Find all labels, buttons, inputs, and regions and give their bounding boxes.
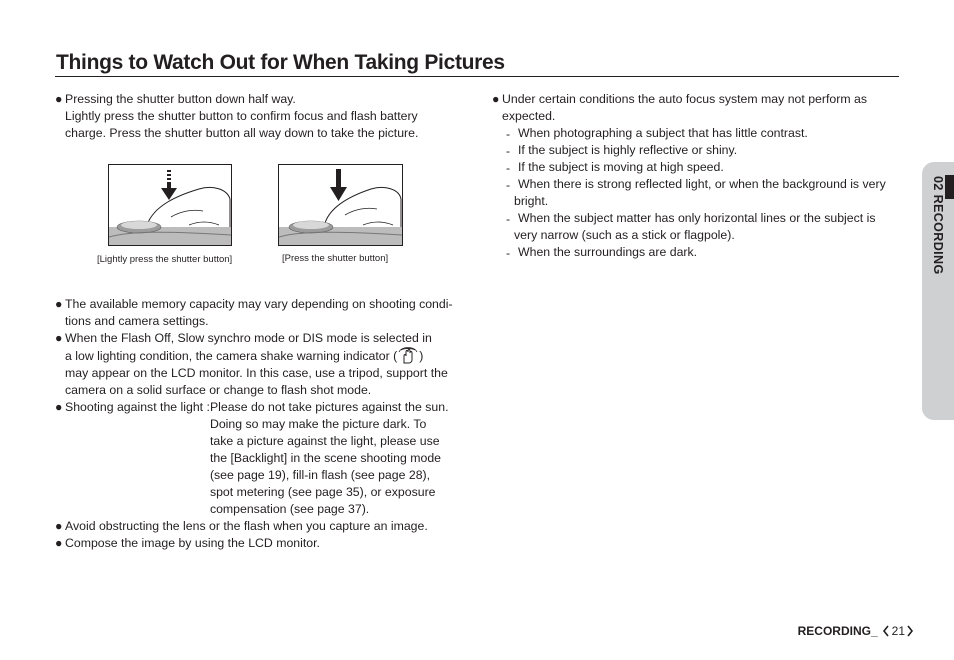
sub-list-item	[492, 125, 902, 142]
list-item-text: Lightly press the shutter button to confirm focus and flash battery	[65, 109, 418, 123]
list-item-text: When the surroundings are dark.	[518, 245, 698, 259]
dash-icon: -	[506, 246, 511, 260]
bullet-icon: ●	[55, 519, 63, 533]
figure-caption-full-press: [Press the shutter button]	[282, 253, 389, 264]
list-item-text: bright.	[514, 194, 549, 208]
list-item-continuation	[492, 108, 902, 125]
list-item	[55, 296, 485, 313]
sub-item-wrap	[506, 126, 808, 140]
sub-list-item	[492, 210, 902, 227]
dash-icon: -	[506, 212, 511, 226]
list-item-text: a low lighting condition, the camera shake warning indicator (	[65, 349, 398, 363]
list-item-text: may appear on the LCD monitor. In this case, use a tripod, support the	[65, 366, 448, 380]
list-item-text: When photographing a subject that has little contrast.	[518, 126, 808, 140]
full-press-illustration-svg	[279, 165, 402, 245]
list-item-text: expected.	[502, 109, 556, 123]
list-item-text: Doing so may make the picture dark. To	[209, 417, 427, 431]
list-item-text: take a picture against the light, please use	[209, 434, 440, 448]
sub-item-wrap	[506, 160, 724, 174]
list-item-text: If the subject is moving at high speed.	[518, 160, 724, 174]
list-item	[55, 399, 485, 518]
left-bracket-icon	[882, 625, 890, 637]
list-item	[55, 518, 485, 535]
dash-icon: -	[506, 178, 511, 192]
list-item-text: tions and camera settings.	[65, 314, 209, 328]
bullet-icon: ●	[55, 536, 63, 550]
list-item	[492, 91, 902, 108]
list-item	[55, 535, 485, 552]
chapter-tab-marker	[945, 175, 954, 199]
bullet-icon: ●	[55, 297, 63, 311]
list-item-continuation	[55, 347, 485, 365]
list-item-text: Please do not take pictures against the sun.	[209, 400, 449, 414]
bullet-icon: ●	[492, 92, 500, 106]
sub-list-item	[492, 159, 902, 176]
list-item-continuation	[55, 108, 475, 125]
left-section-half-press	[55, 91, 475, 142]
list-item-text: When the Flash Off, Slow synchro mode or DIS mode is selected in	[65, 331, 432, 345]
list-item	[55, 91, 475, 108]
sub-item-wrap	[506, 143, 737, 157]
sub-list-item	[492, 142, 902, 159]
list-item-text: Compose the image by using the LCD monitor.	[65, 536, 320, 550]
half-press-illustration-svg	[109, 165, 231, 245]
sub-list-item	[492, 244, 902, 261]
footer-section-label: RECORDING_	[797, 624, 878, 638]
dash-icon: -	[506, 144, 511, 158]
figure-caption-half-press: [Lightly press the shutter button]	[97, 254, 233, 265]
list-item-text: spot metering (see page 35), or exposure	[209, 485, 436, 499]
list-item-continuation	[55, 125, 475, 142]
bullet-icon: ●	[55, 92, 63, 106]
bullet-icon: ●	[55, 400, 63, 414]
half-press-illustration	[108, 164, 232, 246]
list-item-text: very narrow (such as a stick or flagpole).	[514, 228, 735, 242]
list-item-text: Pressing the shutter button down half way.	[65, 92, 296, 106]
dash-icon: -	[506, 161, 511, 175]
list-item-hanging-text	[210, 399, 456, 518]
page-title: Things to Watch Out for When Taking Pictures	[56, 51, 505, 74]
list-item-text: When the subject matter has only horizontal lines or the subject is	[518, 211, 876, 225]
sub-list-item-continuation	[492, 193, 902, 210]
right-bracket-icon	[906, 625, 914, 637]
title-underline	[55, 76, 899, 77]
list-item-text: If the subject is highly reflective or shiny.	[518, 143, 738, 157]
camera-shake-warning-icon	[397, 347, 419, 364]
sub-list-item	[492, 176, 902, 193]
list-item-text: Avoid obstructing the lens or the flash when you capture an image.	[65, 519, 428, 533]
chapter-side-tab	[922, 162, 954, 420]
list-item	[55, 330, 485, 347]
list-item-text: )	[419, 349, 424, 363]
bullet-icon: ●	[55, 331, 63, 345]
list-item-text: Under certain conditions the auto focus system may not perform as	[502, 92, 867, 106]
sub-item-wrap	[506, 211, 875, 225]
list-item-label: Shooting against the light :	[65, 400, 210, 414]
sub-item-wrap	[506, 245, 697, 259]
list-item-text: the [Backlight] in the scene shooting mode	[209, 451, 441, 465]
full-press-illustration	[278, 164, 403, 246]
chapter-tab-label: 02 RECORDING	[931, 176, 945, 275]
left-section-notes	[55, 296, 485, 552]
sub-list-item-continuation	[492, 227, 902, 244]
list-item-text: When there is strong reflected light, or when the background is very	[518, 177, 886, 191]
right-section-autofocus	[492, 91, 902, 261]
list-item-text: The available memory capacity may vary depending on shooting condi-	[65, 297, 453, 311]
page-number: 21	[891, 624, 905, 638]
list-item-text: compensation (see page 37).	[209, 502, 370, 516]
sub-item-wrap	[506, 177, 886, 191]
list-item-continuation	[55, 313, 485, 330]
page-footer	[798, 624, 914, 638]
list-item-text: charge. Press the shutter button all way down to take the picture.	[65, 126, 419, 140]
list-item-text: camera on a solid surface or change to flash shot mode.	[65, 383, 372, 397]
list-item-text: (see page 19), fill-in flash (see page 28),	[209, 468, 431, 482]
list-item-continuation	[55, 365, 485, 382]
dash-icon: -	[506, 127, 511, 141]
list-item-continuation	[55, 382, 485, 399]
